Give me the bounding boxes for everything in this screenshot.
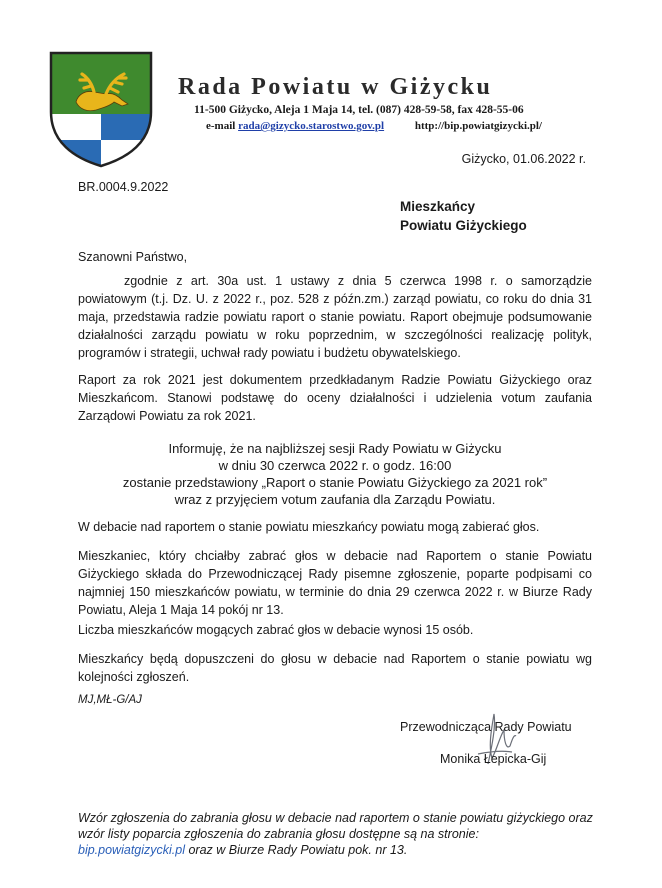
- recipient-line-1: Mieszkańcy: [400, 199, 476, 214]
- footer-line-3-rest: oraz w Biurze Rady Powiatu pok. nr 13.: [185, 843, 408, 857]
- email-label: e-mail: [206, 120, 236, 132]
- signatory-name: Monika Łepicka-Gij: [440, 752, 547, 766]
- announcement: [78, 440, 592, 508]
- recipient: [400, 197, 527, 235]
- footer-line-2: wzór listy poparcia zgłoszenia do zabrania głosu dostępne są na stronie:: [78, 827, 479, 841]
- announcement-line: w dniu 30 czerwca 2022 r. o godz. 16:00: [218, 458, 452, 473]
- organization-name: Rada Powiatu w Giżycku: [178, 74, 493, 100]
- paragraph-1: zgodnie z art. 30a ust. 1 ustawy z dnia 5 czerwca 1998 r. o samorządzie powiatowym (t.j. Dz. U. z 2022 r., poz. 528 z późn.zm.) zarząd powiatu, co roku do dnia 31 maja, przedstawia radzie powiatu raport o stanie powiatu. Raport obejmuje podsumowanie działalności zarządu powiatu w roku poprzednim, w szczególności realizację polityk, programów i strategii, uchwał rady powiatu i budżetu obywatelskiego.: [78, 274, 592, 360]
- paragraph-6: Mieszkańcy będą dopuszczeni do głosu w debacie nad Raportem o stanie powiatu wg kolejności zgłoszeń.: [78, 652, 592, 684]
- initials: MJ,MŁ-G/AJ: [78, 694, 142, 706]
- paragraph-3: W debacie nad raportem o stanie powiatu mieszkańcy powiatu mogą zabierać głos.: [78, 520, 540, 534]
- email-link[interactable]: rada@gizycko.starostwo.gov.pl: [238, 120, 385, 132]
- recipient-line-2: Powiatu Giżyckiego: [400, 218, 527, 233]
- contact-line: [206, 120, 542, 132]
- bip-link[interactable]: bip.powiatgizycki.pl: [78, 843, 185, 857]
- greeting: Szanowni Państwo,: [78, 250, 188, 264]
- signatory-title: Przewodnicząca Rady Powiatu: [400, 720, 572, 734]
- announcement-line: Informuję, że na najbliższej sesji Rady Powiatu w Giżycku: [168, 441, 502, 456]
- place-date: Giżycko, 01.06.2022 r.: [461, 152, 586, 166]
- paragraph-5: Liczba mieszkańców mogących zabrać głos w debacie wynosi 15 osób.: [78, 623, 474, 637]
- announcement-line: zostanie przedstawiony „Raport o stanie Powiatu Giżyckiego za 2021 rok”: [122, 475, 548, 490]
- coat-of-arms-logo: [48, 50, 154, 168]
- reference-number: BR.0004.9.2022: [78, 180, 169, 194]
- paragraph-4: Mieszkaniec, który chciałby zabrać głos w debacie nad Raportem o stanie Powiatu Giżyckiego składa do Przewodniczącej Rady pisemne zgłoszenie, poparte podpisami co najmniej 150 mieszkańców powiatu, w terminie do dnia 29 czerwca 2022 r. w Biurze Rady Powiatu, Aleja 1 Maja 14 pokój nr 13.: [78, 549, 592, 617]
- paragraph-2: Raport za rok 2021 jest dokumentem przedkładanym Radzie Powiatu Giżyckiego oraz Mieszkańcom. Stanowi podstawę do oceny działalności i udzielenia votum zaufania Zarządowi Powiatu za rok 2021.: [78, 373, 592, 423]
- announcement-line: wraz z przyjęciem votum zaufania dla Zarządu Powiatu.: [174, 492, 496, 507]
- website-link[interactable]: http://bip.powiatgizycki.pl/: [414, 120, 542, 132]
- address-line: 11-500 Giżycko, Aleja 1 Maja 14, tel. (087) 428-59-58, fax 428-55-06: [194, 104, 524, 116]
- footer-note: [78, 810, 598, 858]
- footer-line-1: Wzór zgłoszenia do zabrania głosu w debacie nad raportem o stanie powiatu giżyckiego oraz: [78, 811, 593, 825]
- footer-line-3: [78, 842, 598, 858]
